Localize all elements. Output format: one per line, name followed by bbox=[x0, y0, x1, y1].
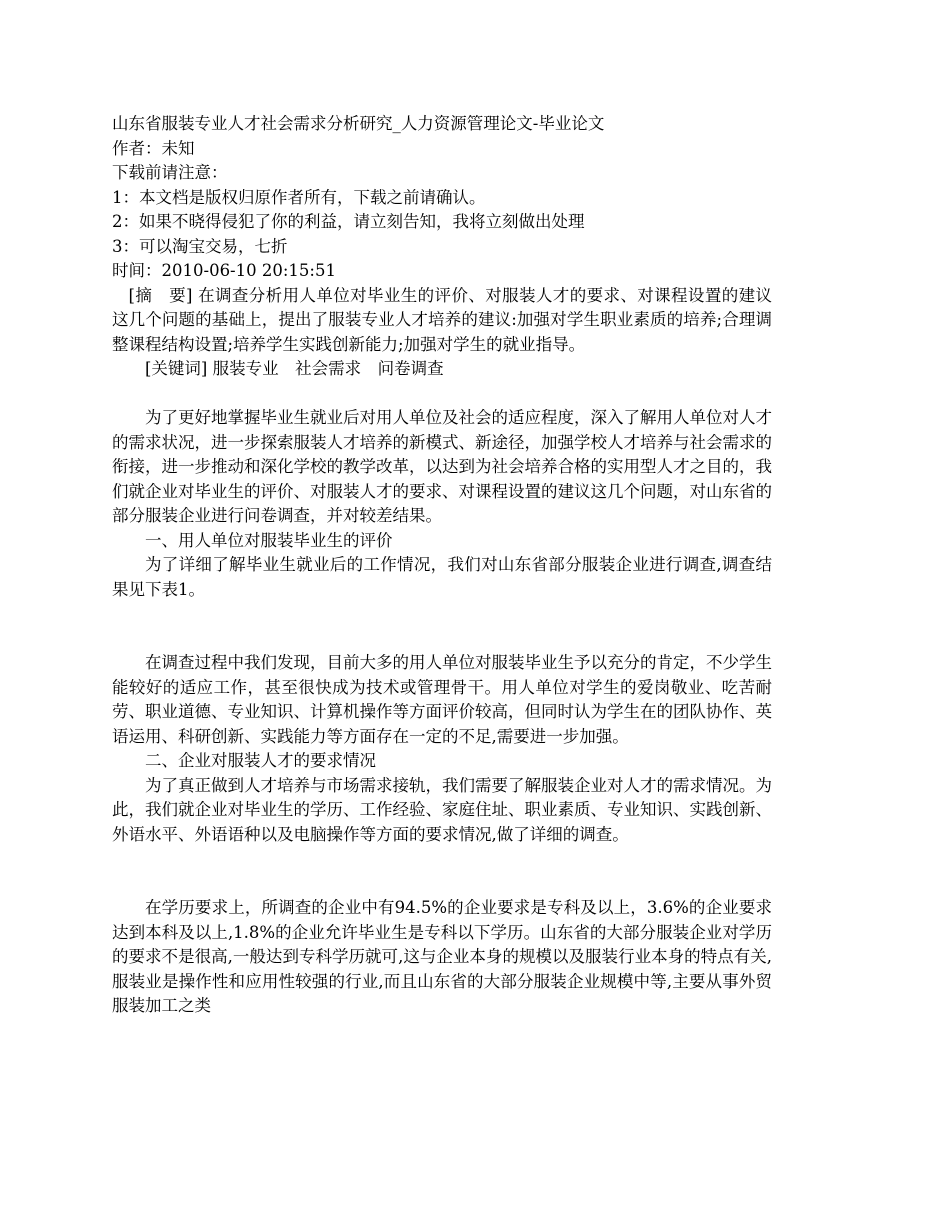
notice-item-2: 2：如果不晓得侵犯了你的利益，请立刻告知，我将立刻做出处理 bbox=[112, 212, 585, 231]
notice-item-1: 1：本文档是版权归原作者所有，下载之前请确认。 bbox=[112, 187, 486, 207]
notice-heading: 下载前请注意： bbox=[112, 163, 228, 182]
section-1-paragraph-2: 在调查过程中我们发现，目前大多的用人单位对服装毕业生予以充分的肯定，不少学生能较好的适应工作，甚至很快成为技术或管理骨干。用人单位对学生的爱岗敬业、吃苦耐劳、职业道德、专业知识、计算机操作等方面评价较高，但同时认为学生在的团队协作、英语运用、科研创新、实践能力等方面存在一定的不足,需要进一步加强。 bbox=[112, 653, 772, 746]
abstract-paragraph: [摘 要] 在调查分析用人单位对毕业生的评价、对服装人才的要求、对课程设置的建议这几个问题的基础上，提出了服装专业人才培养的建议:加强对学生职业素质的培养;合理调整课程结构设置;培养学生实践创新能力;加强对学生的就业指导。 bbox=[112, 285, 772, 354]
notice-item-3: 3：可以淘宝交易，七折 bbox=[112, 236, 288, 256]
keywords-line: [关键词] 服装专业 社会需求 问卷调查 bbox=[145, 359, 444, 378]
spacer bbox=[112, 382, 772, 407]
document-title: 山东省服装专业人才社会需求分析研究_人力资源管理论文-毕业论文 bbox=[112, 114, 605, 133]
section-2-paragraph-1: 为了真正做到人才培养与市场需求接轨，我们需要了解服装企业对人才的需求情况。为此，我们就企业对毕业生的学历、工作经验、家庭住址、职业素质、专业知识、实践创新、外语水平、外语语种以及电脑操作等方面的要求情况,做了详细的调查。 bbox=[112, 775, 772, 844]
section-1-heading: 一、用人单位对服装毕业生的评价 bbox=[145, 530, 393, 550]
spacer bbox=[112, 602, 772, 651]
document-page bbox=[112, 112, 772, 1019]
section-2-heading: 二、企业对服装人才的要求情况 bbox=[145, 751, 376, 770]
author-line: 作者：未知 bbox=[112, 138, 195, 158]
intro-paragraph: 为了更好地掌握毕业生就业后对用人单位及社会的适应程度，深入了解用人单位对人才的需求状况，进一步探索服装人才培养的新模式、新途径，加强学校人才培养与社会需求的衔接，进一步推动和深化学校的教学改革，以达到为社会培养合格的实用型人才之目的，我们就企业对毕业生的评价、对服装人才的要求、对课程设置的建议这几个问题，对山东省的部分服装企业进行问卷调查，并对较差结果。 bbox=[112, 408, 772, 525]
spacer bbox=[112, 847, 772, 896]
section-1-paragraph-1: 为了详细了解毕业生就业后的工作情况，我们对山东省部分服装企业进行调查,调查结果见下表1。 bbox=[112, 555, 772, 599]
timestamp: 时间：2010-06-10 20:15:51 bbox=[112, 261, 336, 280]
section-2-paragraph-2: 在学历要求上，所调查的企业中有94.5%的企业要求是专科及以上，3.6%的企业要求达到本科及以上,1.8%的企业允许毕业生是专科以下学历。山东省的大部分服装企业对学历的要求不是很高,一般达到专科学历就可,这与企业本身的规模以及服装行业本身的特点有关,服装业是操作性和应用性较强的行业,而且山东省的大部分服装企业规模中等,主要从事外贸服装加工之类 bbox=[112, 898, 772, 1015]
